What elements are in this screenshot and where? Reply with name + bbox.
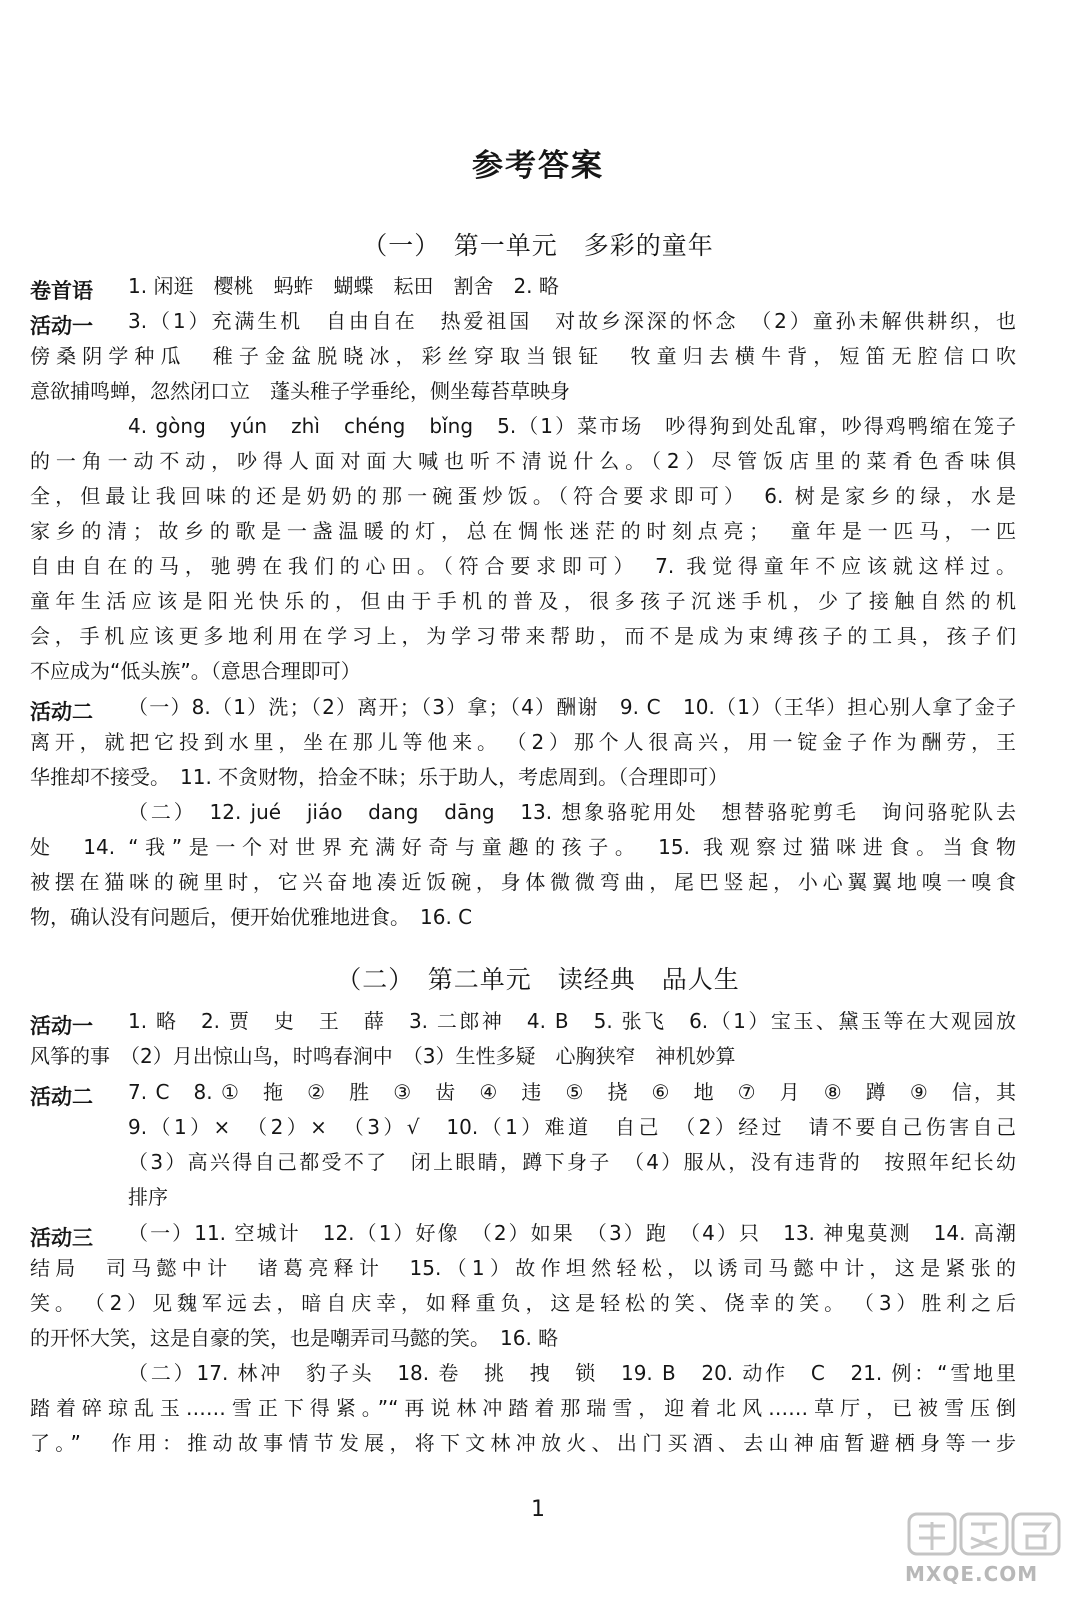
answer-line: 被摆在猫咪的碗里时，它兴奋地凑近饭碗，身体微微弯曲，尾巴竖起，小心翼翼地嗅一嗅食: [30, 870, 1016, 894]
unit-heading-1: （一） 第一单元 多彩的童年: [362, 231, 714, 260]
section-label-activity-2: 活动二: [30, 1085, 93, 1109]
answer-line: 排序: [128, 1185, 168, 1209]
answer-line: 意欲捕鸣蝉，忽然闭口立 蓬头稚子学垂纶，侧坐莓苔草映身: [30, 379, 570, 403]
answer-line: 会，手机应该更多地利用在学习上，为学习带来帮助，而不是成为束缚孩子的工具，孩子们: [30, 624, 1016, 648]
answer-line: 踏着碎琼乱玉……雪正下得紧。”“再说林冲踏着那瑞雪，迎着北风……草厅，已被雪压倒: [30, 1396, 1016, 1420]
unit-heading-2: （二） 第二单元 读经典 品人生: [336, 965, 740, 994]
answer-line: 处 14. “我”是一个对世界充满好奇与童趣的孩子。 15. 我观察过猫咪进食。当食物: [30, 835, 1016, 859]
answer-line: 不应成为“低头族”。（意思合理即可）: [30, 659, 361, 683]
answer-line: 7. C 8. ① 拖 ② 胜 ③ 齿 ④ 违 ⑤ 挠 ⑥ 地 ⑦ 月 ⑧ 蹲 ⑨ 信，其: [128, 1080, 1016, 1104]
answer-line: 家乡的清；故乡的歌是一盏温暖的灯，总在惆怅迷茫的时刻点亮； 童年是一匹马，一匹: [30, 519, 1016, 543]
answer-line: 傍桑阴学种瓜 稚子金盆脱晓冰，彩丝穿取当银钲 牧童归去横牛背，短笛无腔信口吹: [30, 344, 1016, 368]
answer-line: （二） 12. jué jiáo dang dāng 13. 想象骆驼用处 想替骆驼剪毛 询问骆驼队去: [128, 800, 1016, 824]
answer-line: 了。” 作用：推动故事情节发展，将下文林冲放火、出门买酒、去山神庙暂避栖身等一步: [30, 1431, 1016, 1455]
answer-line: 1. 闲逛 樱桃 蚂蚱 蝴蝶 耘田 割舍 2. 略: [128, 274, 559, 298]
answer-line: 3.（1）充满生机 自由自在 热爱祖国 对故乡深深的怀念 （2）童孙未解供耕织，也: [128, 309, 1016, 333]
answer-line: 风筝的事 （2）月出惊山鸟，时鸣春涧中 （3）生性多疑 心胸狭窄 神机妙算: [30, 1044, 736, 1068]
answer-line: （一）8.（1）洗；（2）离开；（3）拿；（4）酬谢 9. C 10.（1）（王华）担心别人拿了金子: [128, 695, 1016, 719]
watermark-text: MXQE.COM: [905, 1562, 1039, 1586]
answer-line: 离开，就把它投到水里，坐在那儿等他来。 （2）那个人很高兴，用一锭金子作为酬劳，王: [30, 730, 1016, 754]
answer-line: 的开怀大笑，这是自豪的笑，也是嘲弄司马懿的笑。 16. 略: [30, 1326, 559, 1350]
watermark-logo-icon: [905, 1508, 1065, 1560]
page-number: 1: [531, 1497, 545, 1522]
answer-line: 结局 司马懿中计 诸葛亮释计 15.（1）故作坦然轻松，以诱司马懿中计，这是紧张的: [30, 1256, 1016, 1280]
page-title: 参考答案: [472, 148, 604, 184]
answer-line: 物，确认没有问题后，便开始优雅地进食。 16. C: [30, 905, 473, 929]
answer-line: 笑。 （2）见魏军远去，暗自庆幸，如释重负，这是轻松的笑、侥幸的笑。 （3）胜利之后: [30, 1291, 1016, 1315]
section-label-activity-1: 活动一: [30, 1014, 93, 1038]
section-label-activity-3: 活动三: [30, 1226, 93, 1250]
answer-line: 4. gòng yún zhì chéng bǐng 5.（1）菜市场 吵得狗到处乱窜，吵得鸡鸭缩在笼子: [128, 414, 1016, 438]
section-label-juanshouyu: 卷首语: [30, 279, 93, 303]
answer-line: 9.（1）× （2）× （3）√ 10.（1）难道 自己 （2）经过 请不要自己伤害自己: [128, 1115, 1016, 1139]
answer-line: 华推却不接受。 11. 不贪财物，拾金不昧；乐于助人，考虑周到。（合理即可）: [30, 765, 729, 789]
section-label-activity-1: 活动一: [30, 314, 93, 338]
answer-line: （二）17. 林冲 豹子头 18. 卷 挑 拽 锁 19. B 20. 动作 C 21. 例：“雪地里: [128, 1361, 1016, 1385]
answer-line: 1. 略 2. 贾 史 王 薛 3. 二郎神 4. B 5. 张飞 6.（1）宝玉、黛玉等在大观园放: [128, 1009, 1016, 1033]
answer-line: （一）11. 空城计 12.（1）好像 （2）如果 （3）跑 （4）只 13. 神鬼莫测 14. 高潮: [128, 1221, 1016, 1245]
answer-line: 童年生活应该是阳光快乐的，但由于手机的普及，很多孩子沉迷手机，少了接触自然的机: [30, 589, 1016, 613]
answer-line: （3）高兴得自己都受不了 闭上眼睛，蹲下身子 （4）服从，没有违背的 按照年纪长幼: [128, 1150, 1016, 1174]
answer-line: 的一角一动不动，吵得人面对面大喊也听不清说什么。（2）尽管饭店里的菜肴色香味俱: [30, 449, 1016, 473]
answer-line: 自由自在的马，驰骋在我们的心田。（符合要求即可） 7. 我觉得童年不应该就这样过。: [30, 554, 1016, 578]
section-label-activity-2: 活动二: [30, 700, 93, 724]
answer-line: 全，但最让我回味的还是奶奶的那一碗蛋炒饭。（符合要求即可） 6. 树是家乡的绿，水是: [30, 484, 1016, 508]
